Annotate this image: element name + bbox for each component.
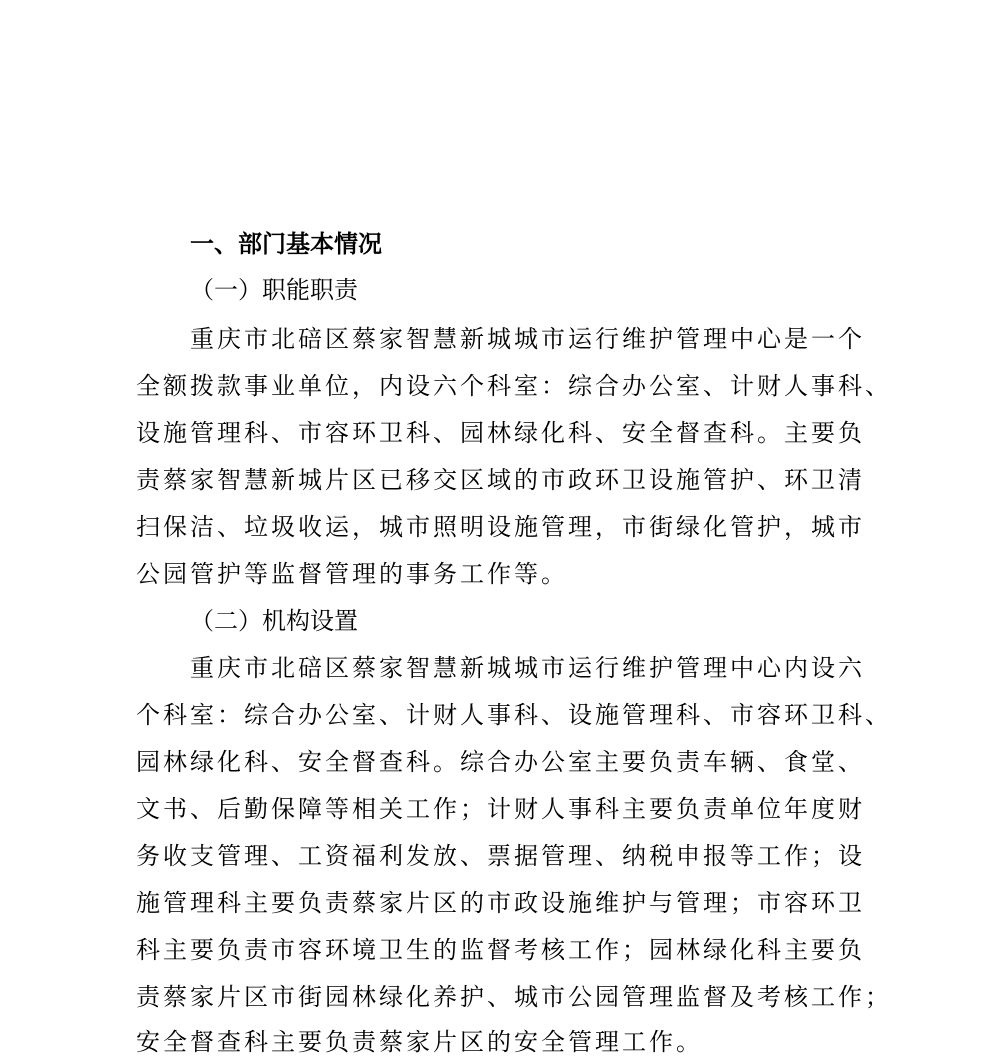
subsection-heading-functions: （一）职能职责 bbox=[190, 276, 358, 304]
paragraph-line: 重庆市北碚区蔡家智慧新城城市运行维护管理中心内设六 bbox=[190, 654, 865, 682]
paragraph-line: 文书、后勤保障等相关工作；计财人事科主要负责单位年度财 bbox=[136, 795, 865, 823]
paragraph-line: 设施管理科、市容环卫科、园林绿化科、安全督查科。主要负 bbox=[136, 419, 865, 447]
paragraph-line: 务收支管理、工资福利发放、票据管理、纳税申报等工作；设 bbox=[136, 842, 865, 870]
document-title-line-3 bbox=[0, 116, 1000, 160]
paragraph-line: 施管理科主要负责蔡家片区的市政设施维护与管理；市容环卫 bbox=[136, 889, 865, 917]
paragraph-line: 安全督查科主要负责蔡家片区的安全管理工作。 bbox=[136, 1028, 703, 1056]
paragraph-line: 责蔡家智慧新城片区已移交区域的市政环卫设施管护、环卫清 bbox=[136, 466, 865, 494]
paragraph-line: 重庆市北碚区蔡家智慧新城城市运行维护管理中心是一个 bbox=[190, 325, 865, 353]
section-heading-basic-info: 一、部门基本情况 bbox=[190, 230, 382, 258]
paragraph-line: 责蔡家片区市街园林绿化养护、城市公园管理监督及考核工作； bbox=[136, 983, 892, 1011]
document-title-line-1 bbox=[0, 2, 1000, 46]
paragraph-line: 科主要负责市容环境卫生的监督考核工作；园林绿化科主要负 bbox=[136, 936, 865, 964]
subsection-heading-organization: （二）机构设置 bbox=[190, 607, 358, 635]
paragraph-line: 全额拨款事业单位，内设六个科室：综合办公室、计财人事科、 bbox=[136, 372, 892, 400]
paragraph-line: 个科室：综合办公室、计财人事科、设施管理科、市容环卫科、 bbox=[136, 701, 892, 729]
document-title-line-2 bbox=[0, 58, 1000, 102]
paragraph-line: 扫保洁、垃圾收运，城市照明设施管理，市街绿化管护，城市 bbox=[136, 513, 865, 541]
paragraph-line: 公园管护等监督管理的事务工作等。 bbox=[136, 560, 568, 588]
paragraph-line: 园林绿化科、安全督查科。综合办公室主要负责车辆、食堂、 bbox=[136, 748, 865, 776]
